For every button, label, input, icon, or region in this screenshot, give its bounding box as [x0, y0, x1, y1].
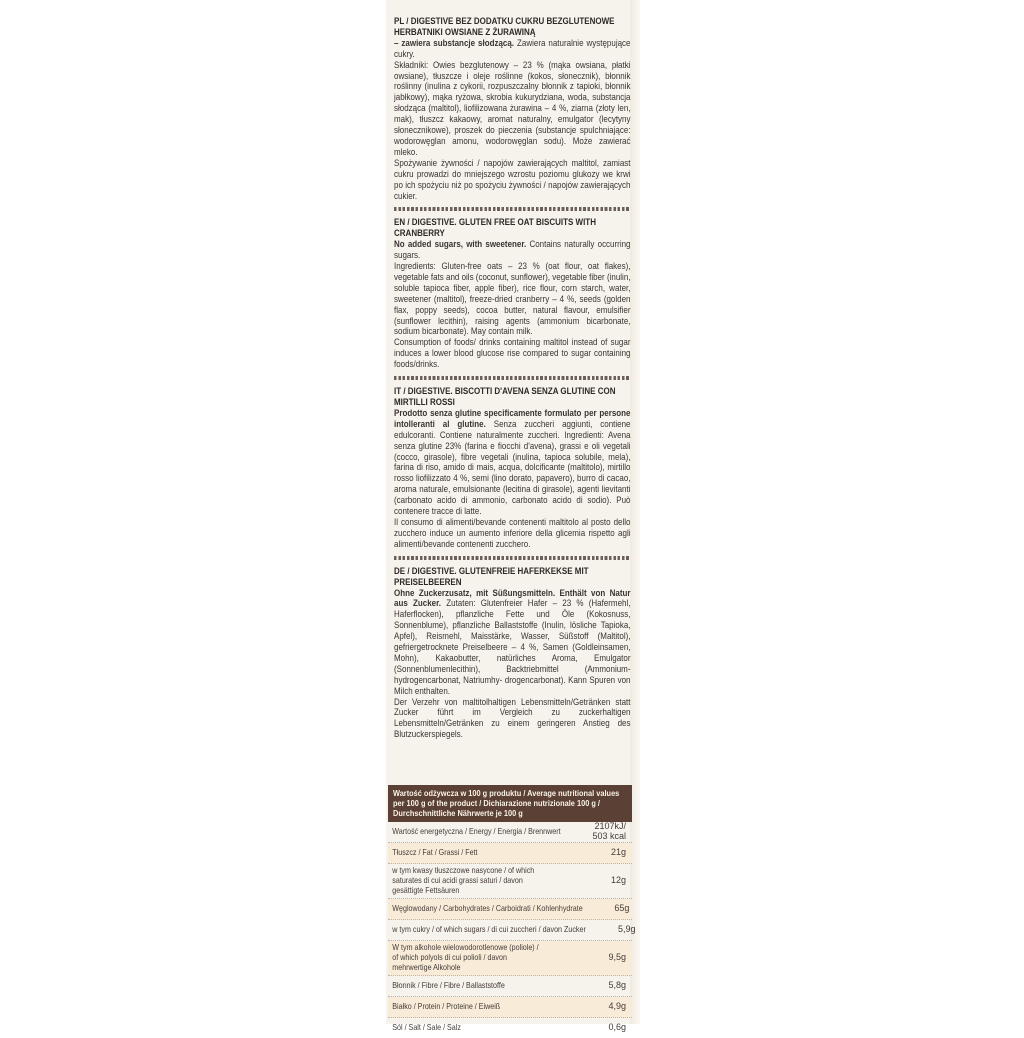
nutrition-row [388, 822, 632, 843]
section-lead [394, 408, 631, 517]
nutrition-label: w tym kwasy tłuszczowe nasycone / of which saturates di cui acidi grassi saturi / davon gesättigte Fettsäuren [392, 864, 535, 895]
nutrition-label: Węglowodany / Carbohydrates / Carboidrati / Kohlenhydrate [392, 902, 583, 913]
section-ingredients: Ingredienti: Avena senza glutine 23% (farina e fiocchi d'avena), grassi e oli vegetali (cocco, girasole), fibre vegetali (inulina, tapioca solubile, mela), farina di riso, amido di mais, acqua, dolcificante (maltitolo), mirtillo rosso liofilizzato 4 %, semi (lino dorato, papavero), burro di cacao, aroma naturale, emulsionante (lecitina di girasole), agenti lievitanti (carbonato acido di ammonio, carbonato acido di sodio). Può contenere tracce di latte. [394, 429, 631, 517]
nutrition-row [388, 976, 632, 997]
nutrition-header [388, 785, 632, 822]
nutrition-label: Błonnik / Fibre / Fibre / Ballaststoffe [392, 979, 505, 990]
nutrition-value: 5,9g [618, 923, 636, 934]
nutrition-value: 0,6g [608, 1021, 626, 1032]
nutrition-row [388, 997, 632, 1018]
nutrition-value: 2107kJ/ 503 kcal [592, 820, 626, 841]
nutrition-row [388, 843, 632, 864]
section-en [394, 217, 631, 370]
nutrition-row [388, 899, 632, 920]
nutrition-label: Sól / Salt / Sale / Salz [392, 1021, 461, 1032]
nutrition-label: Tłuszcz / Fat / Grassi / Fett [392, 846, 478, 857]
lead-bold: – zawiera substancje słodzącą. [394, 37, 515, 48]
section-de [394, 566, 631, 741]
section-lead [394, 588, 631, 697]
lead-text: Contains naturally occurring sugars. [394, 239, 631, 261]
section-lead [394, 239, 631, 261]
section-ingredients: Zutaten: Glutenfreier Hafer – 23 % (Hafermehl, Haferflocken), pflanzliche Fette und Öle (Kokosnuss, Sonnenblume), pflanzliche Ballaststoffe (Inulin, lösliche Tapioka, Apfel), Reismehl, Maisstärke, Wasser, Süßstoff (Maltitol), gefriergetrocknete Preiselbeere – 4 %, Samen (Goldleinsamen, Mohn), Kakaobutter, natürliches Aroma, Emulgator (Sonnenblumenlecithin), Backtriebmittel (Ammonium- hydrogencarbonat, Natriumhy- drogencarbonat). Kann Spuren von Milch enthalten. [394, 598, 631, 696]
nutrition-label: W tym alkohole wielowodorotlenowe (poliole) / of which polyols di cui polioli / davon mehrwertige Alkohole [392, 941, 539, 972]
nutrition-label: Wartość energetyczna / Energy / Energia / Brennwert [392, 825, 561, 836]
section-title: EN / DIGESTIVE. GLUTEN FREE OAT BISCUITS WITH CRANBERRY [394, 217, 596, 239]
nutrition-row [388, 864, 632, 899]
nutrition-label: w tym cukry / of which sugars / di cui zuccheri / davon Zucker [392, 923, 586, 934]
nutrition-header-text: Wartość odżywcza w 100 g produktu / Average nutritional values per 100 g of the product / Dichiarazione nutrizionale 100 g / Durchschnittliche Nährwerte je 100 g [393, 788, 620, 819]
nutrition-value: 4,9g [608, 1000, 626, 1011]
section-lead [394, 38, 631, 60]
section-it [394, 386, 631, 550]
label-text [394, 16, 631, 744]
section-pl [394, 16, 631, 201]
section-note: Consumption of foods/ drinks containing maltitol instead of sugar induces a lower blood glucose rise compared to sugar containing foods/drinks. [394, 337, 631, 370]
section-ingredients: Składniki: Owies bezglutenowy – 23 % (mąka owsiana, płatki owsiane), tłuszcze i oleje roślinne (kokos, słonecznik), błonnik roślinny (inulina z cykorii, rozpuszczalny błonnik z tapioki, błonnik jabłkowy), mąka ryżowa, skrobia kukurydziana, woda, substancja słodząca (maltitol), liofilizowana żurawina – 4 %, ziarna (złoty len, mak), tłuszcz kakaowy, aromat naturalny, emulgator (lecytyny słonecznikowe), proszek do pieczenia (substancje spulchniające: wodorowęglan amonu, wodorowęglan sodu). Może zawierać mleko. [394, 59, 631, 157]
section-note: Spożywanie żywności / napojów zawierających maltitol, zamiast cukru prowadzi do mniejszego wzrostu poziomu glukozy we krwi po ich spożyciu niż po spożyciu żywności / napojów zawierających cukier. [394, 157, 631, 201]
nutrition-row [388, 941, 632, 976]
nutrition-table [388, 785, 636, 1038]
section-title: PL / DIGESTIVE BEZ DODATKU CUKRU BEZGLUTENOWE HERBATNIKI OWSIANE Z ŻURAWINĄ [394, 16, 615, 37]
divider [394, 556, 631, 560]
nutrition-value: 21g [610, 846, 626, 857]
nutrition-label: Białko / Protein / Proteine / Eiweiß [392, 1000, 501, 1011]
lead-bold: No added sugars, with sweetener. [394, 239, 527, 250]
nutrition-row [388, 920, 636, 941]
lead-text: Senza zuccheri aggiunti, contiene edulcoranti. Contiene naturalmente zuccheri. [394, 418, 631, 440]
section-note: Der Verzehr von maltitolhaltigen Lebensmitteln/Getränken statt Zucker führt im Vergleich zu zuckerhaltigen Lebensmitteln/Getränken zu einem geringeren Anstieg des Blutzuckerspiegels. [394, 696, 631, 740]
nutrition-value: 5,8g [608, 979, 626, 990]
divider [394, 207, 631, 211]
section-title: IT / DIGESTIVE. BISCOTTI D'AVENA SENZA GLUTINE CON MIRTILLI ROSSI [394, 386, 616, 407]
nutrition-value: 9,5g [608, 951, 626, 962]
lead-bold: Ohne Zuckerzusatz, mit Süßungsmitteln. Enthält von Natur aus Zucker. [394, 587, 631, 609]
section-note: Il consumo di alimenti/bevande contenenti maltitolo al posto dello zucchero induce un aumento inferiore della glicemia rispetto agli alimenti/bevande contenenti zucchero. [394, 516, 631, 549]
nutrition-value: 12g [610, 874, 626, 885]
nutrition-value: 65g [614, 902, 630, 913]
divider [394, 376, 631, 380]
section-ingredients: Ingredients: Gluten-free oats – 23 % (oat flour, oat flakes), vegetable fats and oils (coconut, sunflower), vegetable fiber (inulin, soluble tapioca fiber, apple fiber), rice flour, corn starch, water, sweetener (maltitol), freeze-dried cranberry – 4 %, seeds (golden flax, poppy seeds), cocoa butter, natural flavour, emulsifier (sunflower lecithin), raising agents (ammonium bicarbonate, sodium bicarbonate). May contain milk. [394, 261, 631, 337]
lead-text: Zawiera naturalnie występujące cukry. [394, 37, 631, 59]
nutrition-row [388, 1018, 632, 1038]
section-title: DE / DIGESTIVE. GLUTENFREIE HAFERKEKSE MIT PREISELBEEREN [394, 565, 589, 587]
lead-bold: Prodotto senza glutine specificamente formulato per persone intolleranti al glutine. [394, 407, 631, 429]
